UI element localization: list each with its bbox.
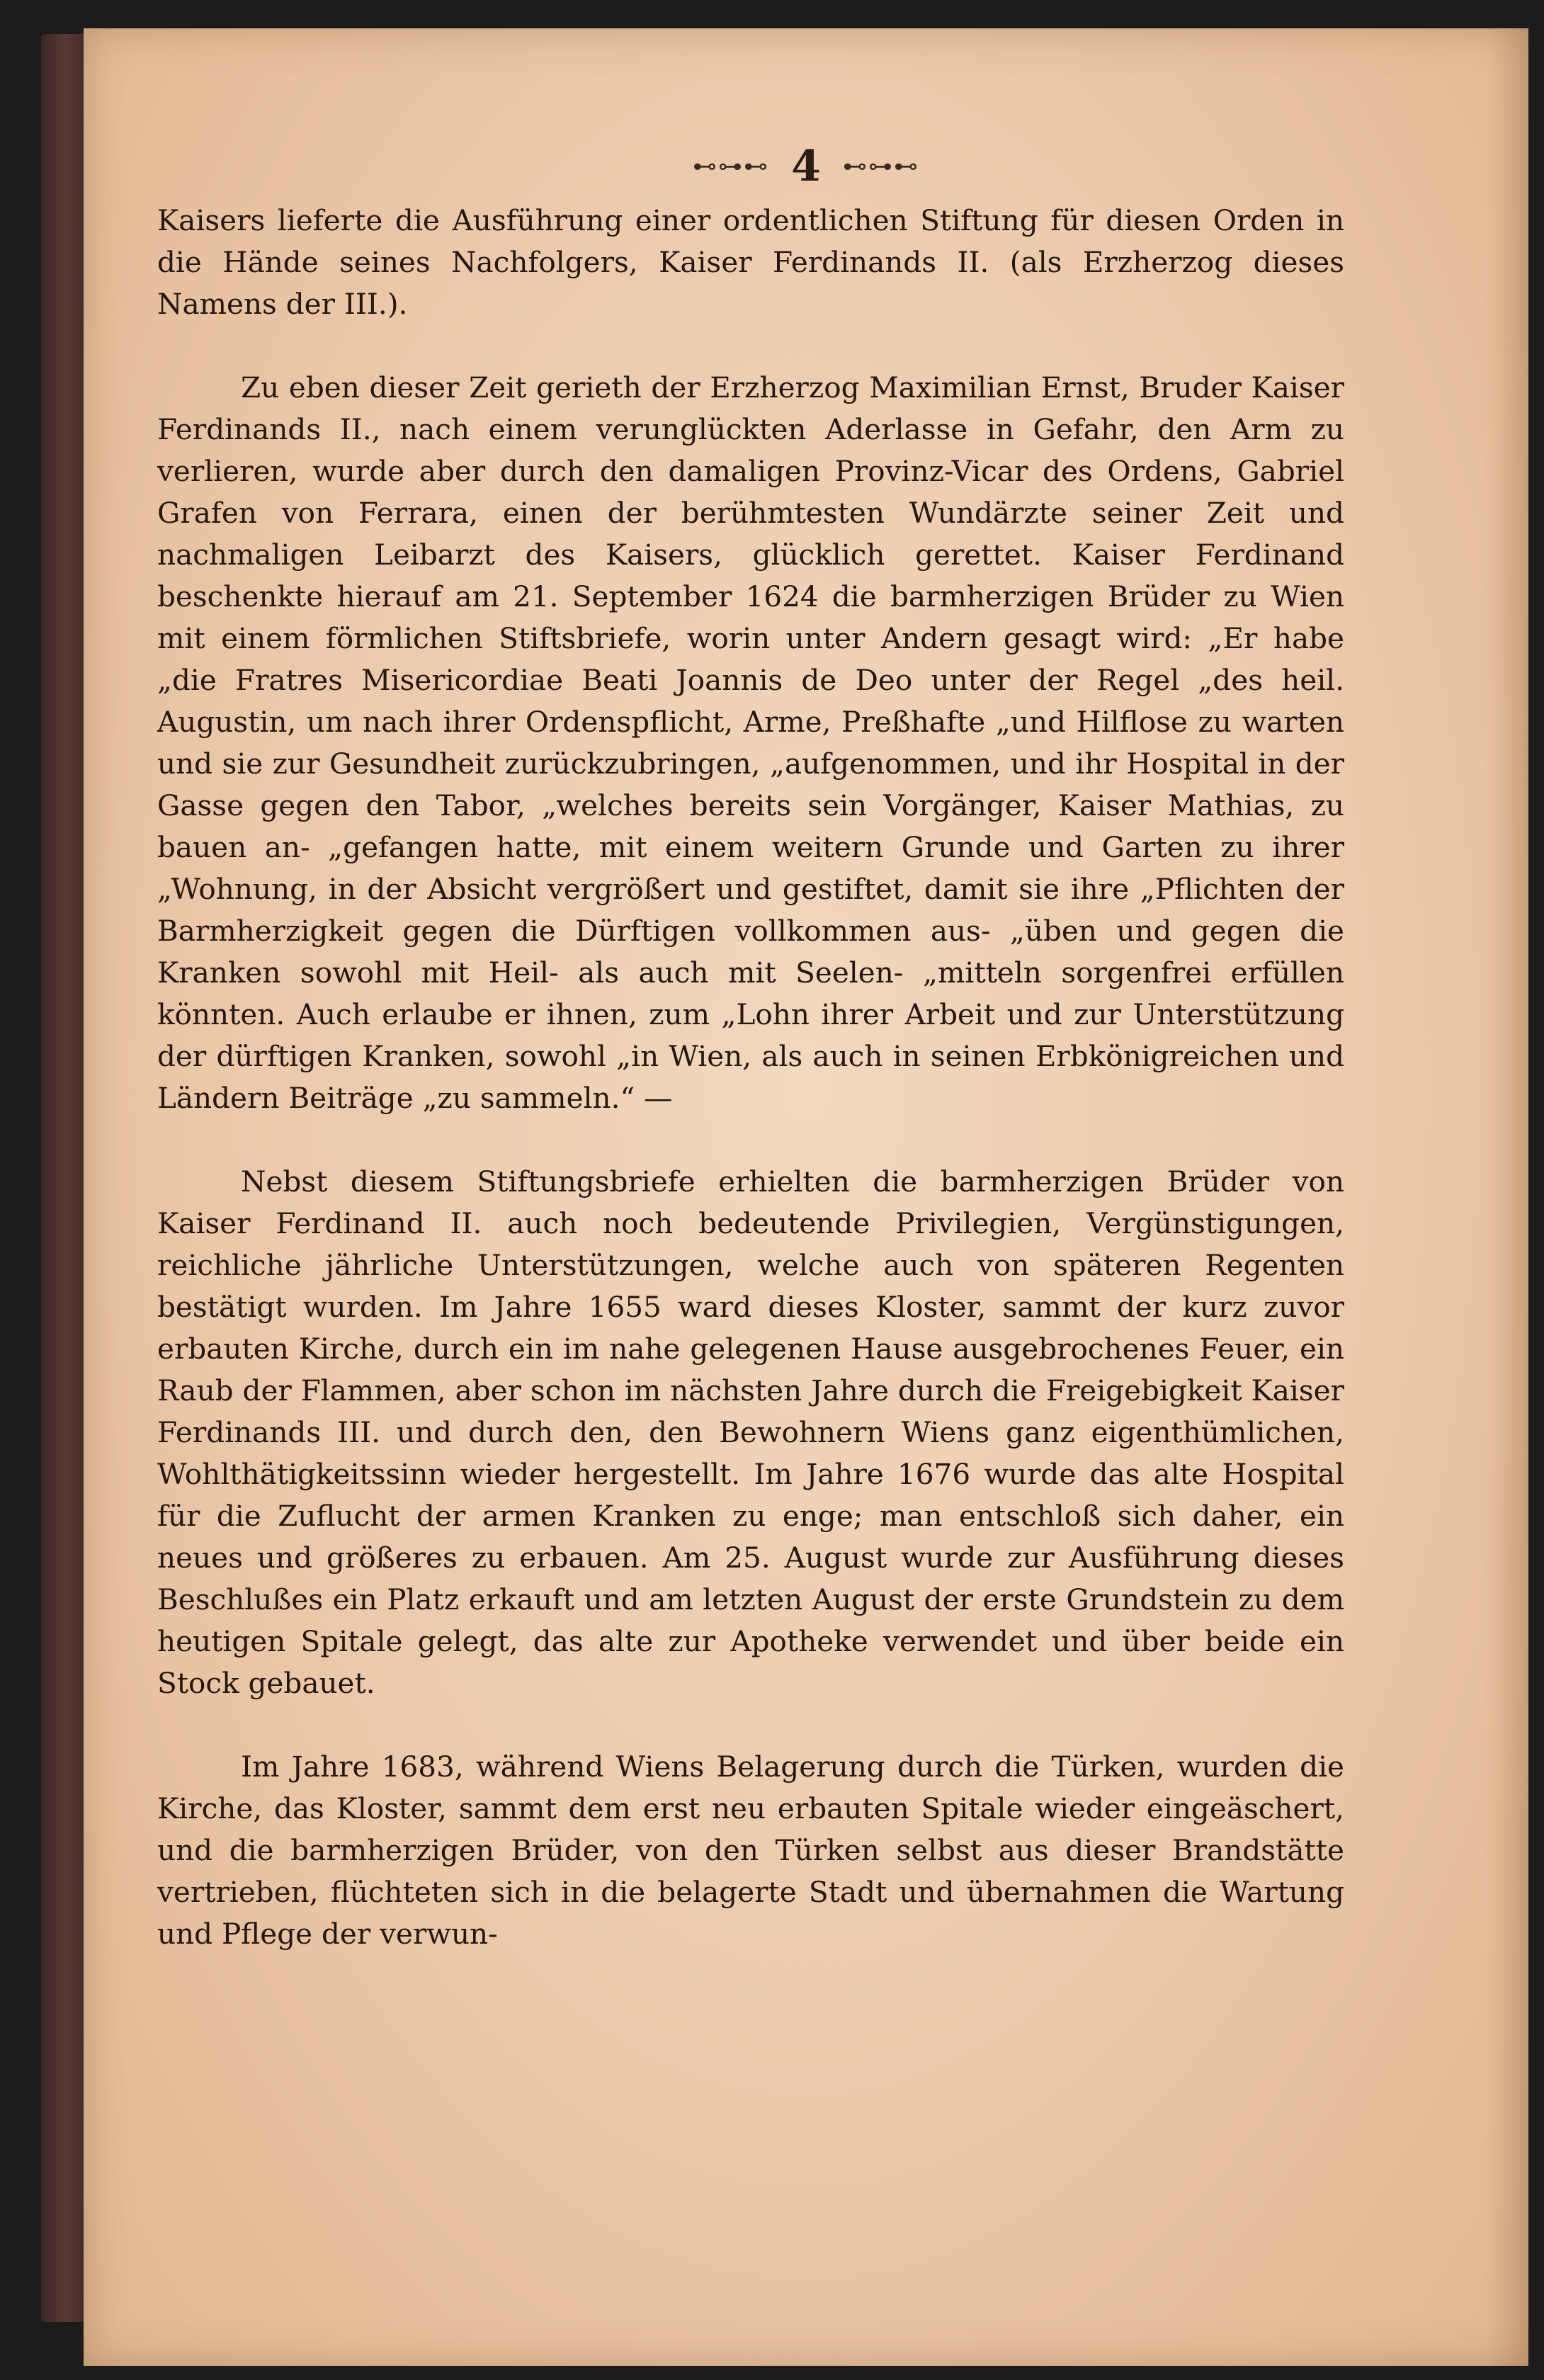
page-number: 4 <box>791 142 821 191</box>
page-body-text <box>157 200 1344 1955</box>
paragraph-3: Nebst diesem Stiftungsbriefe erhielten die barmherzigen Brüder von Kaiser Ferdinand II. auch noch bedeutende Privilegien, Vergünstigungen, reichliche jährliche Unterstützungen, welche auch von späteren Regenten bestätigt wurden. Im Jahre 1655 ward dieses Kloster, sammt der kurz zuvor erbauten Kirche, durch ein im nahe gelegenen Hause ausgebrochenes Feuer, ein Raub der Flammen, aber schon im nächsten Jahre durch die Freigebigkeit Kaiser Ferdinands III. und durch den, den Bewohnern Wiens ganz eigenthümlichen, Wohlthätigkeitssinn wieder hergestellt. Im Jahre 1676 wurde das alte Hospital für die Zuflucht der armen Kranken zu enge; man entschloß sich daher, ein neues und größeres zu erbauen. Am 25. August wurde zur Ausführung dieses Beschlußes ein Platz erkauft und am letzten August der erste Grundstein zu dem heutigen Spitale gelegt, das alte zur Apotheke verwendet und über beide ein Stock gebauet. <box>157 1164 1344 1700</box>
paragraph-2: Zu eben dieser Zeit gerieth der Erzherzog Maximilian Ernst, Bruder Kaiser Ferdinands II., nach einem verunglückten Aderlasse in Gefahr, den Arm zu verlieren, wurde aber durch den damaligen Provinz-Vicar des Ordens, Gabriel Grafen von Ferrara, einen der berühmtesten Wundärzte seiner Zeit und nachmaligen Leibarzt des Kaisers, glücklich gerettet. Kaiser Ferdinand beschenkte hierauf am 21. September 1624 die barmherzigen Brüder zu Wien mit einem förmlichen Stiftsbriefe, worin unter Andern gesagt wird: „Er habe „die Fratres Misericordiae Beati Joannis de Deo unter der Regel „des heil. Augustin, um nach ihrer Ordenspflicht, Arme, Preßhafte „und Hilflose zu warten und sie zur Gesundheit zurückzubringen, „aufgenommen, und ihr Hospital in der Gasse gegen den Tabor, „welches bereits sein Vorgänger, Kaiser Mathias, zu bauen an- „gefangen hatte, mit einem weitern Grunde und Garten zu ihrer „Wohnung, in der Absicht vergrößert und gestiftet, damit sie ihre „Pflichten der Barmherzigkeit gegen die Dürftigen vollkommen aus- „üben und gegen die Kranken sowohl mit Heil- als auch mit Seelen- „mitteln sorgenfrei erfüllen könnten. Auch erlaube er ihnen, zum „Lohn ihrer Arbeit und zur Unterstützung der dürftigen Kranken, sowohl „in Wien, als auch in seinen Erbkönigreichen und Ländern Beiträge „zu sammeln.“ — <box>157 370 1344 1115</box>
ornament-left-icon: ⊷⊶⊷ <box>693 152 770 181</box>
paragraph-4: Im Jahre 1683, während Wiens Belagerung durch die Türken, wurden die Kirche, das Kloster, sammt dem erst neu erbauten Spitale wieder eingeäschert, und die barmherzigen Brüder, von den Türken selbst aus dieser Brandstätte vertrieben, flüchteten sich in die belagerte Stadt und übernahmen die Wartung und Pflege der verwun- <box>157 1750 1344 1951</box>
page-edge-shadow <box>1486 28 1528 2366</box>
page-header <box>84 142 1528 191</box>
paragraph-1: Kaisers lieferte die Ausführung einer ordentlichen Stiftung für diesen Orden in die Hände seines Nachfolgers, Kaiser Ferdinands II. (als Erzherzog dieses Namens der III.). <box>157 203 1344 321</box>
ornament-right-icon: ⊷⊶⊷ <box>842 152 919 181</box>
